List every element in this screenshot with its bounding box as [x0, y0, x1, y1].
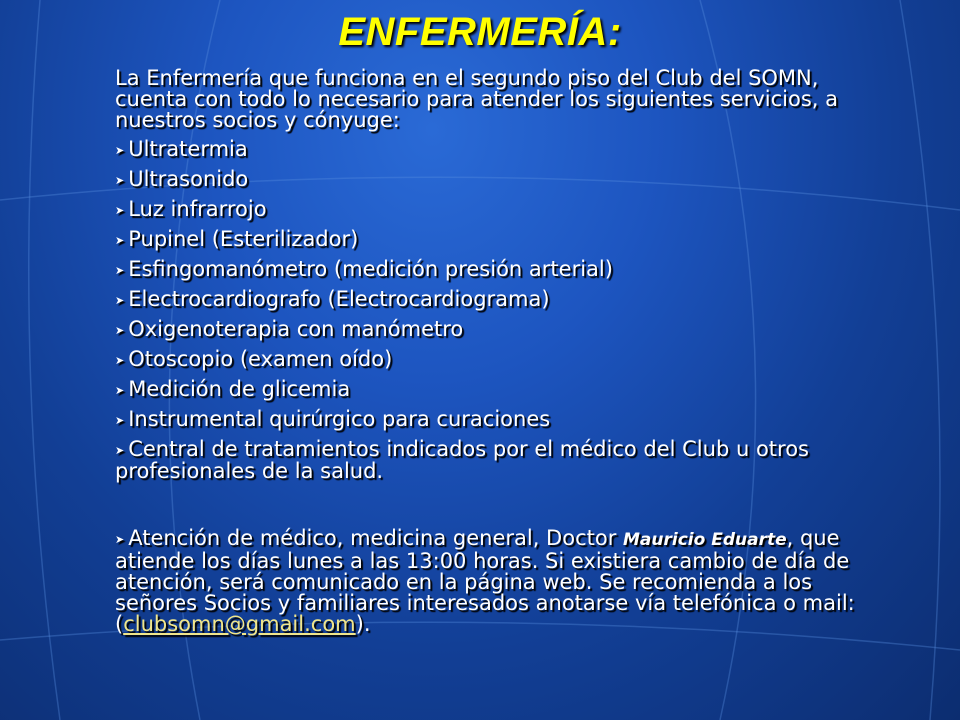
arrow-right-icon: ➤ — [115, 144, 125, 157]
service-item — [115, 169, 855, 191]
service-label: Medición de glicemia — [128, 377, 351, 401]
page-title: ENFERMERÍA: — [338, 10, 622, 54]
arrow-right-icon: ➤ — [115, 414, 125, 427]
service-item — [115, 289, 855, 311]
arrow-right-icon: ➤ — [115, 204, 125, 217]
arrow-right-icon: ➤ — [115, 354, 125, 367]
doctor-schedule-text: , que atiende los días lunes a las 13:00 horas. Si existiera cambio de día de atención, será comunicado en la página web. Se recomienda a los señores Socios y familiares interesados anotarse vía telefónica o mail: ( — [115, 526, 855, 636]
arrow-right-icon: ➤ — [115, 174, 125, 187]
service-item — [115, 319, 855, 341]
service-label: Esfingomanómetro (medición presión arterial) — [128, 257, 613, 281]
arrow-right-icon: ➤ — [115, 234, 125, 247]
service-label: Otoscopio (examen oído) — [128, 347, 393, 371]
service-item — [115, 139, 855, 161]
service-label: Electrocardiografo (Electrocardiograma) — [128, 287, 550, 311]
arrow-right-icon: ➤ — [115, 294, 125, 307]
service-item — [115, 379, 855, 401]
service-item — [115, 439, 855, 482]
content-body — [115, 68, 855, 635]
doctor-note-text: Atención de médico, medicina general, Doctor — [128, 526, 624, 550]
service-label: Central de tratamientos indicados por el médico del Club u otros profesionales de la salud. — [115, 437, 809, 483]
service-label: Oxigenoterapia con manómetro — [128, 317, 464, 341]
doctor-name: Mauricio Eduarte — [623, 530, 787, 550]
intro-paragraph: La Enfermería que funciona en el segundo piso del Club del SOMN, cuenta con todo lo necesario para atender los siguientes servicios, a nuestros socios y cónyuge: — [115, 66, 838, 132]
service-label: Ultrasonido — [128, 167, 249, 191]
service-item — [115, 199, 855, 221]
services-list — [115, 139, 855, 482]
service-label: Instrumental quirúrgico para curaciones — [128, 407, 551, 431]
arrow-right-icon: ➤ — [115, 444, 125, 457]
arrow-right-icon: ➤ — [115, 324, 125, 337]
service-item — [115, 349, 855, 371]
service-label: Luz infrarrojo — [128, 197, 267, 221]
doctor-note-closing: ). — [355, 612, 371, 636]
service-item — [115, 259, 855, 281]
service-label: Pupinel (Esterilizador) — [128, 227, 359, 251]
service-item — [115, 409, 855, 431]
service-item — [115, 229, 855, 251]
doctor-note — [115, 528, 855, 635]
service-label: Ultratermia — [128, 137, 248, 161]
arrow-right-icon: ➤ — [115, 264, 125, 277]
email-link[interactable]: clubsomn@gmail.com — [123, 612, 356, 636]
arrow-right-icon: ➤ — [115, 533, 125, 546]
arrow-right-icon: ➤ — [115, 384, 125, 397]
